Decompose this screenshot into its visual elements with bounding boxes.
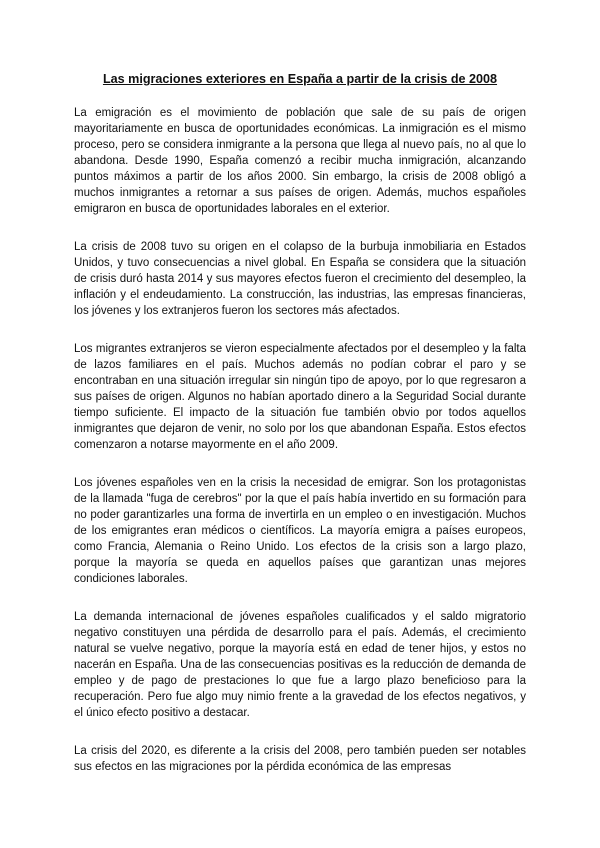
paragraph-crisis-2020: La crisis del 2020, es diferente a la crisis del 2008, pero también pueden ser notables sus efectos en las migraciones por la pérdida económica de las empresas [74,745,526,773]
paragraph-foreign-migrants: Los migrantes extranjeros se vieron especialmente afectados por el desempleo y la falta de lazos familiares en el país. Muchos además no podían cobrar el paro y se encontraban en una situación irregular sin ningún tipo de apoyo, por lo que regresaron a sus países de origen. Algunos no habían aportado dinero a la Seguridad Social durante tiempo suficiente. El impacto de la situación fue también obvio por todos aquellos inmigrantes que dejaron de venir, no solo por los que abandonan España. Estos efectos comenzaron a notarse mayormente en el año 2009. [74,343,526,451]
paragraph-young-spaniards: Los jóvenes españoles ven en la crisis la necesidad de emigrar. Son los protagonistas de la llamada "fuga de cerebros" por la que el país había invertido en su formación para no poder garantizarles una forma de invertirla en un empleo o en investigación. Muchos de los emigrantes eran médicos o científicos. La mayoría emigra a países europeos, como Francia, Alemania o Reino Unido. Los efectos de la crisis son a largo plazo, porque la mayoría se queda en aquellos países que garantizan unas mejores condiciones laborales. [74,477,526,585]
paragraph-crisis-2008-origin: La crisis de 2008 tuvo su origen en el colapso de la burbuja inmobiliaria en Estados Unidos, y tuvo consecuencias a nivel global. En España se considera que la situación de crisis duró hasta 2014 y sus mayores efectos fueron el crecimiento del desempleo, la inflación y el endeudamiento. La construcción, las industrias, las empresas financieras, los jóvenes y los extranjeros fueron los sectores más afectados. [74,241,526,317]
document-title: Las migraciones exteriores en España a partir de la crisis de 2008 [102,72,498,86]
paragraph-consequences: La demanda internacional de jóvenes españoles cualificados y el saldo migratorio negativo constituyen una pérdida de desarrollo para el país. Además, el crecimiento natural se vuelve negativo, porque la mayoría está en edad de tener hijos, y estos no nacerán en España. Una de las consecuencias positivas es la reducción de demanda de empleo y de pago de prestaciones lo que fue a largo plazo beneficioso para la recuperación. Pero fue algo muy nimio frente a la gravedad de los efectos negativos, y el único efecto positivo a destacar. [74,611,526,719]
paragraph-emigration-definition: La emigración es el movimiento de población que sale de su país de origen mayoritariamente en busca de oportunidades económicas. La inmigración es el mismo proceso, pero se considera inmigrante a la persona que llega al nuevo país, no al que lo abandona. Desde 1990, España comenzó a recibir mucha inmigración, alcanzando puntos máximos a partir de los años 2000. Sin embargo, la crisis de 2008 obligó a muchos inmigrantes a retornar a sus países de origen. Además, muchos españoles emigraron en busca de oportunidades laborales en el exterior. [74,107,526,215]
document-body [74,105,526,797]
